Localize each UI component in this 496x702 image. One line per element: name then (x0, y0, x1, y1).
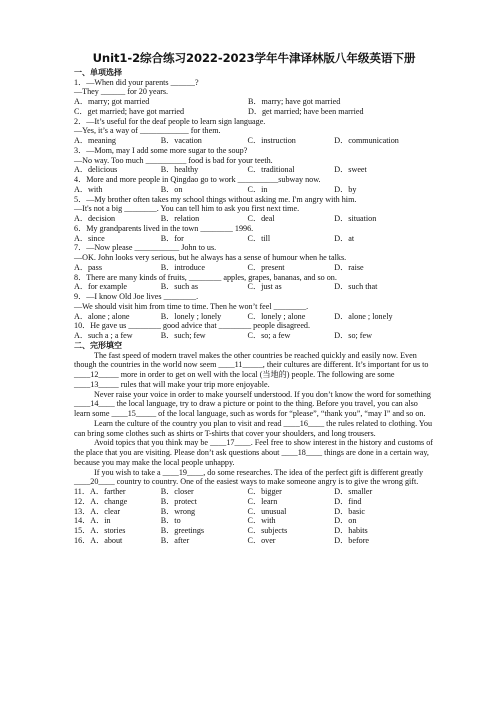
question-line: 8．There are many kinds of fruits, ________ apples, grapes, bananas, and so on. (74, 272, 337, 282)
passage-paragraph: Never raise your voice in order to make yourself understood. If you don’t know the word for something ____14____ the local language, try to draw a picture or point to the thing. Before you travel, you can also learn some ____15_____ of the local language, such as words for “please”, “thank you”, “may I” and so on. (74, 389, 431, 419)
section-heading-multiple-choice: 一、单项选择 (74, 68, 122, 77)
answer-option: D．so; few (334, 331, 372, 341)
question-line: —OK. John looks very serious, but he always has a sense of humour when he talks. (74, 253, 347, 263)
answer-option: D．by (334, 184, 357, 194)
option-row (74, 185, 434, 195)
question-item (74, 195, 434, 224)
answer-option: B．such; few (160, 331, 206, 341)
answer-option: A．alone ; alone (74, 311, 130, 321)
section-heading-cloze: 二、完形填空 (74, 340, 122, 350)
answer-option: C．just as (247, 282, 282, 292)
answer-option: B．after (160, 535, 190, 545)
worksheet-title: Unit1-2综合练习2022-2023学年牛津译林版八年级英语下册 (92, 51, 416, 65)
answer-option: B．closer (160, 487, 194, 497)
question-line: 6．My grandparents lived in the town ________ 1996. (74, 223, 254, 233)
cloze-option-row (74, 497, 434, 507)
question-line: 4．More and more people in Qingdao go to work __________subway now. (74, 175, 321, 185)
answer-option: D．get married; have been married (248, 106, 364, 116)
question-line: —Yes, it’s a way of ____________ for them. (74, 126, 221, 136)
answer-option: C．over (247, 535, 276, 545)
passage-paragraph: The fast speed of modern travel makes the other countries be reached quickly and easily now. Even though the countries in the world now seem ____11_____, their cultures are different. It’s important for us to ____12_____ more in order to get on well with the local (当地的) people. The following are some ____13_____ rules that will make your trip more enjoyable. (74, 350, 429, 389)
question-line: —It's not a big ________. You can tell him to ask you first next time. (74, 204, 300, 214)
answer-option: 13．A．clear (74, 506, 121, 516)
question-item (74, 273, 434, 293)
answer-option: C．so; a few (247, 331, 291, 341)
answer-option: A．marry; got married (74, 97, 150, 107)
answer-option: C．learn (247, 496, 278, 506)
question-item (74, 117, 434, 146)
option-row (74, 234, 434, 244)
option-row (74, 312, 434, 322)
option-row (74, 331, 434, 341)
answer-option: D．raise (334, 262, 364, 272)
answer-option: A．delicious (74, 165, 118, 175)
answer-option: 16．A．about (74, 535, 123, 545)
answer-option: D．at (334, 233, 355, 243)
answer-option: A．for example (74, 282, 128, 292)
answer-option: D．sweet (334, 165, 367, 175)
answer-option: B．lonely ; lonely (160, 311, 222, 321)
answer-option: C．get married; have got married (74, 106, 185, 116)
question-item (74, 321, 434, 341)
option-row (74, 136, 434, 146)
cloze-option-row (74, 536, 434, 546)
answer-option: C．deal (247, 214, 275, 224)
answer-option: B．protect (160, 496, 197, 506)
answer-option: C．instruction (247, 136, 296, 146)
answer-option: A．pass (74, 262, 102, 272)
answer-option: C．bigger (247, 487, 282, 497)
question-item (74, 243, 434, 272)
answer-option: C．present (247, 262, 285, 272)
cloze-option-row (74, 516, 434, 526)
answer-option: B．greetings (160, 526, 205, 536)
answer-option: D．basic (334, 506, 365, 516)
question-item (74, 175, 434, 195)
answer-option: B．relation (160, 214, 200, 224)
answer-option: B．on (160, 184, 183, 194)
question-item (74, 224, 434, 244)
question-line: 1．—When did your parents ______? (74, 77, 199, 87)
answer-option: D．on (334, 516, 357, 526)
answer-option: D．habits (334, 526, 368, 536)
answer-option: 14．A．in (74, 516, 111, 526)
answer-option: A．meaning (74, 136, 116, 146)
question-line: 3．—Mom, may I add some more sugar to the soup? (74, 145, 248, 155)
option-row (74, 97, 434, 107)
answer-option: 11．A．farther (74, 487, 126, 497)
answer-option: D．situation (334, 214, 377, 224)
question-line: —They ______ for 20 years. (74, 87, 169, 97)
option-row (74, 282, 434, 292)
answer-option: C．with (247, 516, 276, 526)
passage-paragraph: Avoid topics that you think may be ____17____. Feel free to show interest in the history and customs of the place that you are visiting. Please don’t ask questions about ____18____ things are done in a certain way, because you may make the local people unhappy. (74, 438, 434, 467)
answer-option: A．decision (74, 214, 116, 224)
cloze-option-row (74, 526, 434, 536)
option-row (74, 107, 434, 117)
answer-option: A．since (74, 233, 105, 243)
question-list (74, 78, 434, 341)
answer-option: C．unusual (247, 506, 287, 516)
question-line: 7．—Now please ___________ John to us. (74, 243, 217, 253)
answer-option: C．till (247, 233, 271, 243)
cloze-passage (74, 351, 434, 488)
answer-option: D．smaller (334, 487, 373, 497)
cloze-options-list (74, 487, 434, 546)
answer-option: D．find (334, 496, 362, 506)
answer-option: B．marry; have got married (248, 97, 341, 107)
answer-option: D．alone ; lonely (334, 311, 393, 321)
answer-option: D．before (334, 535, 370, 545)
question-item (74, 78, 434, 117)
cloze-option-row (74, 487, 434, 497)
answer-option: B．healthy (160, 165, 199, 175)
answer-option: B．such as (160, 282, 199, 292)
option-row (74, 263, 434, 273)
passage-paragraph: Learn the culture of the country you plan to visit and read ____16____ the rules related to clothing. You can bring some clothes such as shirts or T-shirts that cover your shoulders, and long trousers. (74, 418, 433, 438)
question-line: 2．—It’s useful for the deaf people to learn sign language. (74, 116, 266, 126)
question-line: —We should visit him from time to time. Then he won’t feel ________. (74, 301, 309, 311)
answer-option: C．traditional (247, 165, 295, 175)
answer-option: A．such a ; a few (74, 331, 133, 341)
answer-option: C．lonely ; alone (247, 311, 306, 321)
question-line: 9．—I know Old Joe lives ________. (74, 292, 199, 302)
worksheet (74, 50, 434, 546)
answer-option: C．in (247, 184, 268, 194)
answer-option: 15．A．stories (74, 526, 126, 536)
answer-option: B．vacation (160, 136, 202, 146)
question-item (74, 146, 434, 175)
passage-paragraph: If you wish to take a ____19____, do some researches. The idea of the perfect gift is different greatly ____20____ country to country. One of the easiest ways to make someone angry is to give the wrong gift. (74, 467, 424, 487)
answer-option: C．subjects (247, 526, 288, 536)
answer-option: 12．A．change (74, 496, 128, 506)
question-item (74, 292, 434, 321)
option-row (74, 214, 434, 224)
question-line: 5．—My brother often takes my school things without asking me. I'm angry with him. (74, 194, 357, 204)
question-line: 10．He gave us ________ good advice that ________ people disagreed. (74, 321, 311, 331)
answer-option: B．for (160, 233, 184, 243)
answer-option: D．such that (334, 282, 378, 292)
answer-option: D．communication (334, 136, 399, 146)
answer-option: B．introduce (160, 262, 205, 272)
answer-option: B．to (160, 516, 181, 526)
cloze-option-row (74, 507, 434, 517)
answer-option: B．wrong (160, 506, 196, 516)
option-row (74, 165, 434, 175)
question-line: —No way. Too much __________ food is bad for your teeth. (74, 155, 273, 165)
answer-option: A．with (74, 184, 103, 194)
